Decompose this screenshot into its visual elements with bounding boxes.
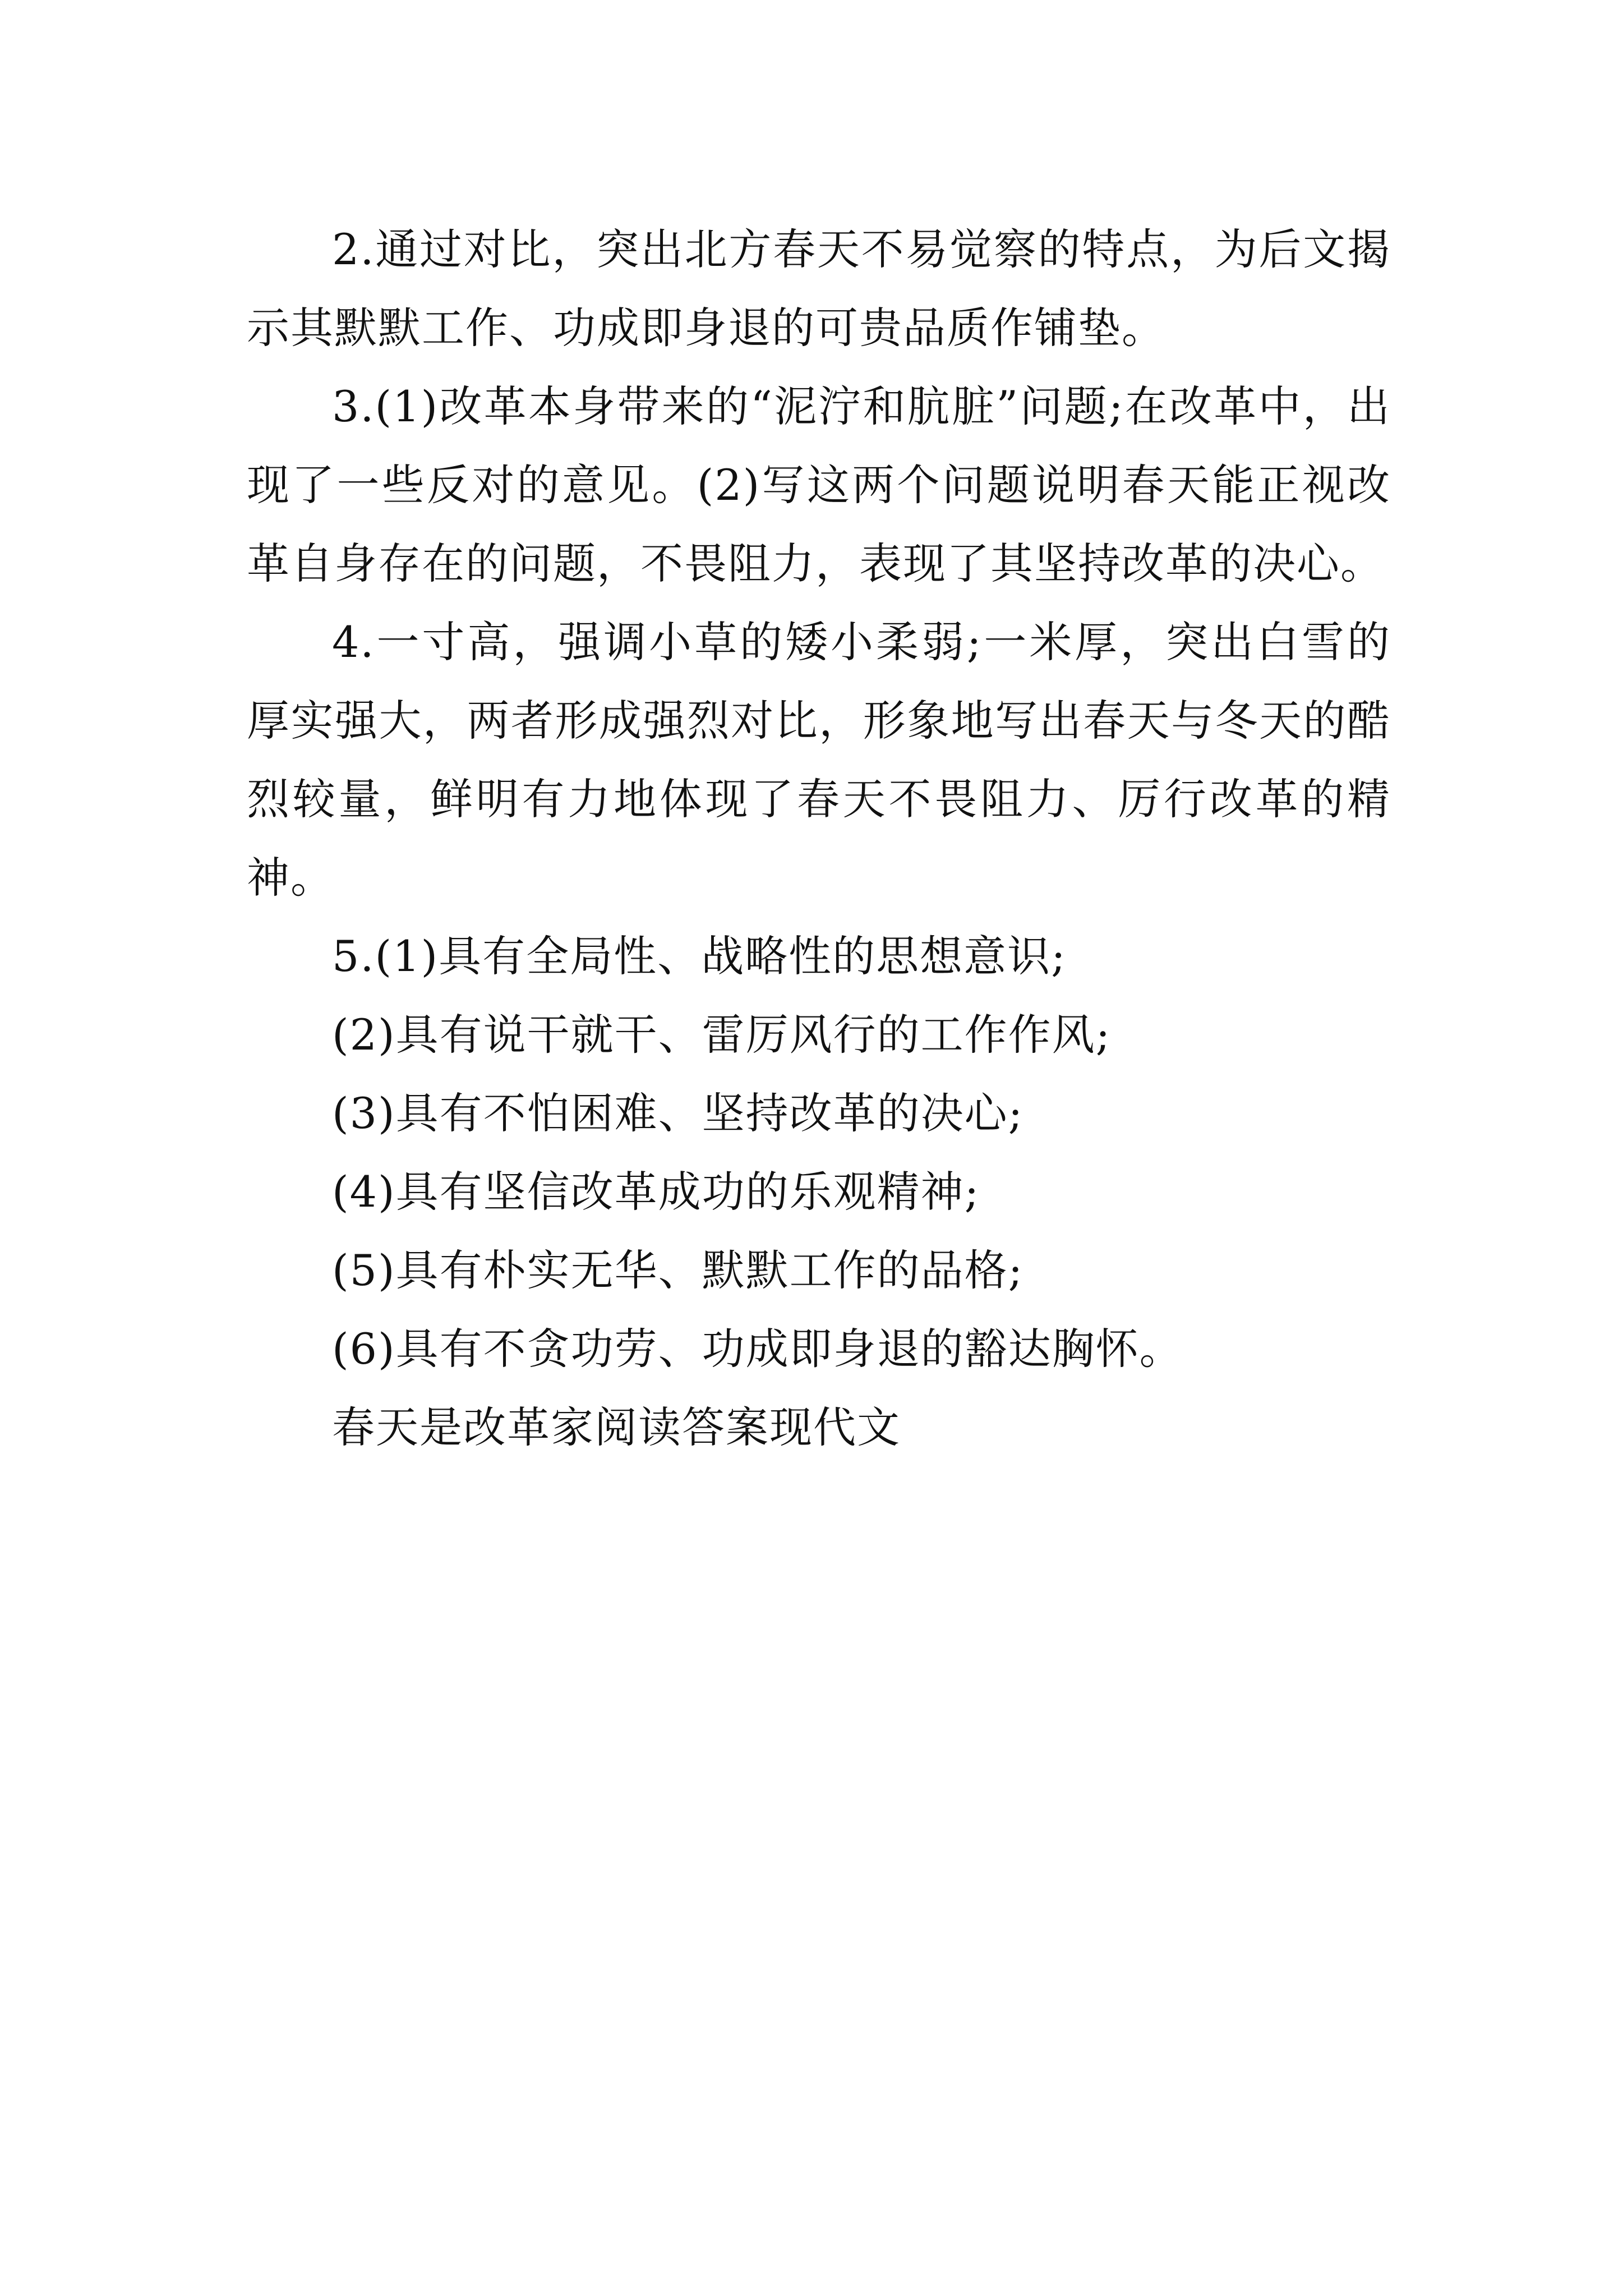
answer-5-item-4: (4)具有坚信改革成功的乐观精神; <box>332 1167 980 1217</box>
answer-paragraph-4: 4.一寸高，强调小草的矮小柔弱;一米厚，突出白雪的厚实强大，两者形成强烈对比，形象地写出春天与冬天的酷烈较量，鲜明有力地体现了春天不畏阻力、厉行改革的精神。 <box>247 617 1391 903</box>
answer-5-item-6: (6)具有不贪功劳、功成即身退的豁达胸怀。 <box>332 1324 1183 1374</box>
document-footer-title: 春天是改革家阅读答案现代文 <box>332 1402 901 1452</box>
answer-5-item-1: 5.(1)具有全局性、战略性的思想意识; <box>332 931 1067 981</box>
answer-paragraph-3: 3.(1)改革本身带来的“泥泞和肮脏”问题;在改革中，出现了一些反对的意见。(2)写这两个问题说明春天能正视改革自身存在的问题，不畏阻力，表现了其坚持改革的决心。 <box>247 381 1391 588</box>
answer-paragraph-2: 2.通过对比，突出北方春天不易觉察的特点，为后文揭示其默默工作、功成即身退的可贵品质作铺垫。 <box>247 224 1391 353</box>
answer-5-item-2: (2)具有说干就干、雷厉风行的工作作风; <box>332 1010 1112 1060</box>
answer-body <box>247 210 1391 1467</box>
answer-5-item-3: (3)具有不怕困难、坚持改革的决心; <box>332 1088 1024 1138</box>
answer-5-item-5: (5)具有朴实无华、默默工作的品格; <box>332 1245 1024 1295</box>
